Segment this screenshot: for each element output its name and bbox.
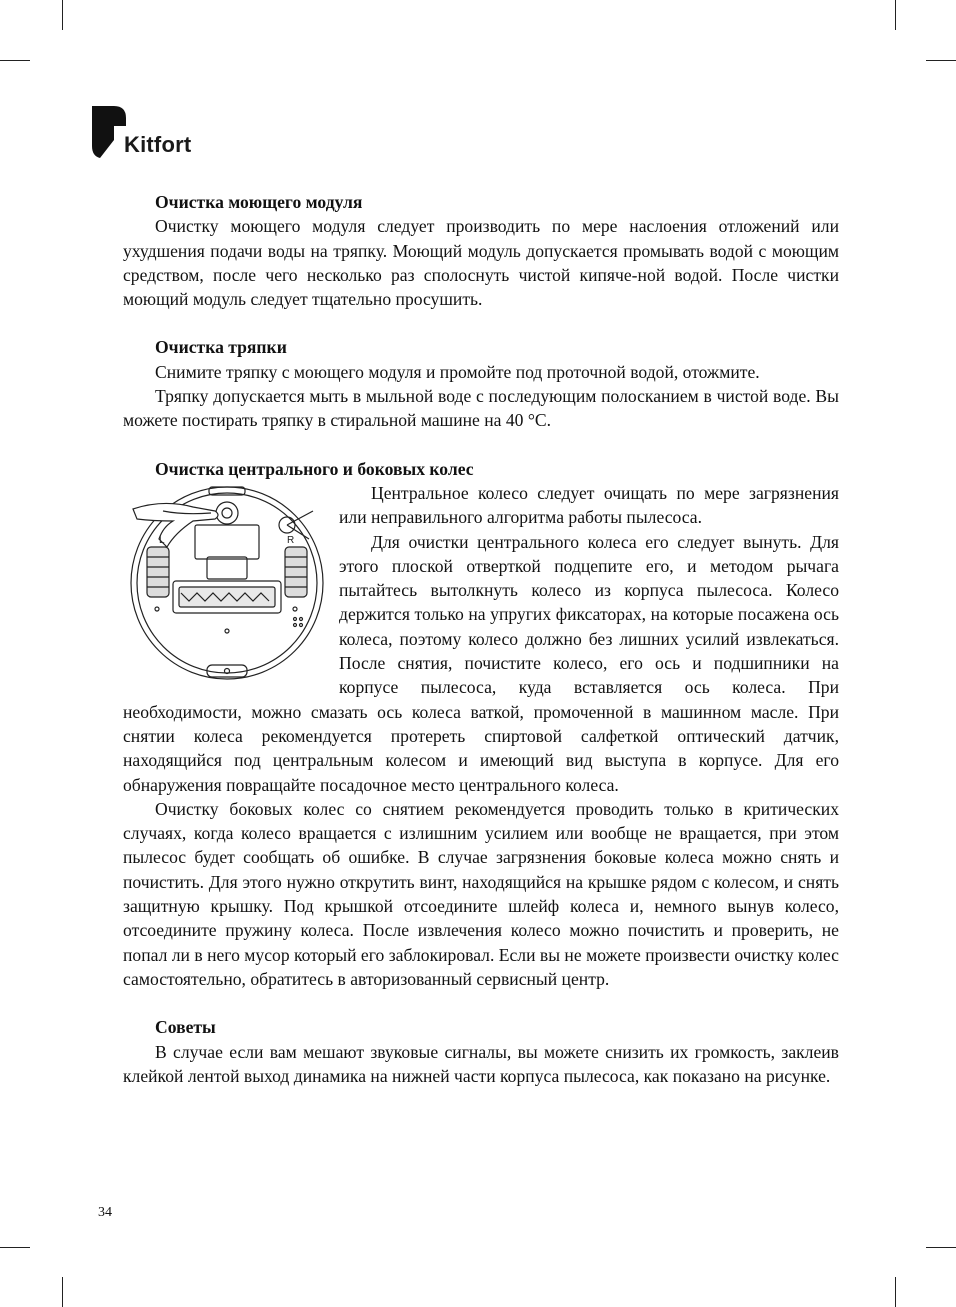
- brand-logo: [92, 100, 191, 160]
- crop-mark: [926, 60, 956, 61]
- crop-mark: [895, 1277, 896, 1307]
- section-title: Очистка тряпки: [155, 337, 287, 358]
- crop-mark: [0, 60, 30, 61]
- section-title: Советы: [155, 1017, 216, 1038]
- document-body: [123, 190, 839, 1088]
- section-title: Очистка моющего модуля: [155, 192, 363, 212]
- page-number: 34: [98, 1205, 112, 1220]
- crop-mark: [895, 0, 896, 30]
- paragraph: Очистку боковых колес со снятием рекомендуется проводить только в критических случаях, когда колесо вращается с излишним усилием или вообще не вращается, при этом пылесос будет сообщать об ошибке. В случае загрязнения боковые колеса можно снять и почистить. Для этого нужно открутить винт, находящийся на крышке рядом с колесом, и снять защитную крышку. Под крышкой отсоедините шлейф колеса и, немного вынув колесо, отсоедините пружину колеса. После извлечения колесо можно почистить и проверить, не попал ли в него мусор который его заблокировал. Если вы не можете произвести очистку колес самостоятельно, обратитесь в авторизованный сервисный центр.: [123, 798, 839, 989]
- kitfort-logo-icon: [92, 106, 128, 160]
- crop-mark: [62, 0, 63, 30]
- brand-name: Kitfort: [124, 132, 192, 157]
- crop-mark: [926, 1247, 956, 1248]
- figure-label-left: L: [159, 534, 165, 546]
- section-title: Очистка центрального и боковых колес: [155, 458, 474, 479]
- paragraph: Снимите тряпку с моющего модуля и промойте под проточной водой, отожмите.: [155, 361, 760, 382]
- crop-mark: [0, 1247, 30, 1248]
- paragraph: В случае если вам мешают звуковые сигналы, вы можете снизить их громкость, заклеив клейкой лентой выход динамика на нижней части корпуса пылесоса, как показано на рисунке.: [123, 1041, 839, 1086]
- robot-vacuum-bottom-illustration: [123, 481, 331, 687]
- paragraph: Очистку моющего модуля следует производить по мере наслоения отложений или ухудшения подачи воды на тряпку. Моющий модуль допускается промывать водой с моющим средством, после чего несколько раз сполоснуть чистой кипяче-ной водой. После чистки моющий модуль следует тщательно просушить.: [123, 216, 839, 310]
- paragraph: Центральное колесо следует очищать по мере загрязнения или неправильного алгоритма работы пылесоса.: [339, 482, 839, 528]
- figure-label-right: R: [287, 534, 295, 546]
- crop-mark: [62, 1277, 63, 1307]
- paragraph: Для очистки центрального колеса его следует вынуть. Для этого плоской отверткой подцепите его, и методом рычага пытайтесь вытолкнуть колесо из корпуса пылесоса. Колесо держится только на упругих фиксаторах, на которые посажена ось колеса, поэтому колесо должно без лишних усилий извлекаться. После снятия, почистите колесо, его ось и подшипники на корпусе пылесоса, куда вставляется ось колеса. При необходимости, можно смазать ось колеса ваткой, промоченной в машинном масле. При снятии колеса рекомендуется протереть спиртовой салфеткой оптический датчик, находящийся под центральным колесом и имеющий вид выступа в корпусе. Для его обнаружения повращайте посадочное место центрального колеса.: [123, 531, 839, 795]
- paragraph: Тряпку допускается мыть в мыльной воде с последующим полосканием в чистой воде. Вы можете постирать тряпку в стиральной машине на 40 °C.: [123, 386, 839, 431]
